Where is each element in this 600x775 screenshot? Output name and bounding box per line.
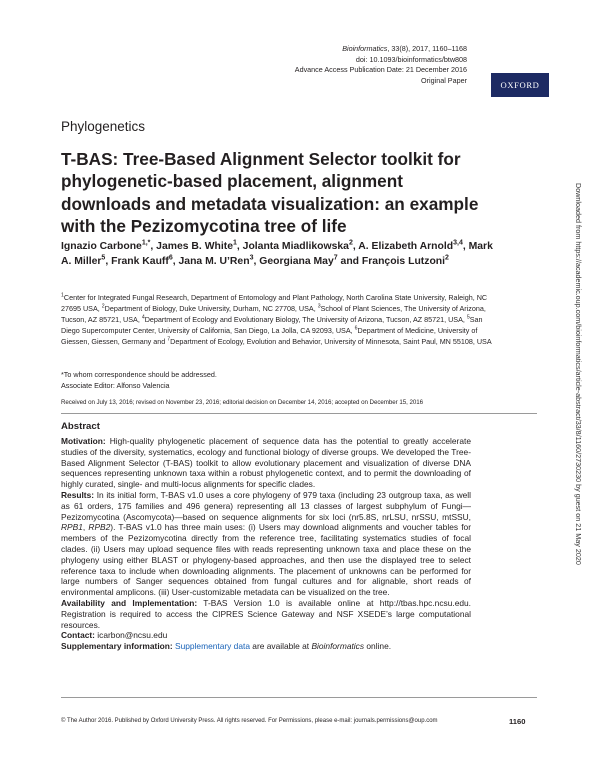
affiliation-number: 2: [101, 303, 105, 310]
abstract-results: [61, 490, 471, 598]
availability-text: T-BAS Version 1.0 is available online at http://tbas.hpc.ncsu.edu. Registration is required to access the CIPRES Science Gateway and NSF XSEDE’s large computational resources.: [61, 597, 471, 630]
author-separator: ,: [253, 256, 260, 268]
affiliation-text: School of Plant Sciences, The University of Arizona, Tucson, AZ 85721, USA,: [61, 304, 486, 325]
author-separator: and: [337, 256, 362, 268]
correspondence-note: *To whom correspondence should be addressed.: [61, 370, 217, 379]
author-name: Georgiana May: [259, 256, 334, 268]
affiliation-number: 5: [466, 314, 470, 321]
affiliation-number: 4: [141, 314, 145, 321]
motivation-text: High-quality phylogenetic placement of sequence data has the potential to greatly accelerate studies of the diversity, systematics, ecology and functional biology of diverse groups. We developed the Tree-Based Alignment Selector (T-BAS) toolkit to allow evolutionary placement and visualization of diverse DNA sequences representing unknown taxa within a robust phylogenetic context, and to permit the downloading of highly curated, single- and multi-locus alignments for specific clades.: [61, 436, 471, 490]
contact-label: Contact:: [61, 630, 95, 641]
affiliation-text: Department of Ecology and Evolutionary Biology, The University of Arizona, Tucson, AZ 85721, USA,: [144, 315, 467, 325]
author: [243, 241, 359, 252]
author: [362, 256, 449, 267]
doi[interactable]: doi: 10.1093/bioinformatics/btw808: [355, 54, 467, 64]
author-affiliation-mark: 3: [249, 254, 254, 262]
author-name: A. Elizabeth Arnold: [358, 241, 454, 252]
affiliations: [61, 292, 501, 347]
author-name: Jana M. U’Ren: [178, 256, 250, 268]
affiliation-text: Center for Integrated Fungal Research, Department of Entomology and Plant Pathology, North Carolina State University, Raleigh, NC 27695 USA,: [61, 293, 488, 314]
author-separator: ,: [352, 241, 359, 252]
author-separator: ,: [236, 241, 243, 252]
author-affiliation-mark: 3,4: [453, 239, 463, 247]
paper-type: Original Paper: [421, 75, 467, 85]
article-title: T-BAS: Tree-Based Alignment Selector toolkit for phylogenetic-based placement, alignment downloads and metadata visualization: an example with the Pezizomycotina tree of life: [61, 149, 479, 236]
contact-email[interactable]: icarbon@ncsu.edu: [94, 630, 168, 641]
author: [156, 241, 243, 252]
results-text-b: ). T-BAS v1.0 has three main uses: (i) Users may download alignments and voucher tables for members of the Pezizomycotina directly from the reference tree, facilitating systematics studies of focal clades. (ii) Users may upload sequence files with reads representing unknown taxa and place these on the phylogeny using either BLAST or phylogeny-based approaches, and then use the displayed tree to select reference taxa to include when downloading alignments. The placement of unknowns can be performed for large numbers of Sanger sequences obtained from fungal cultures and for alignable, short reads of environmental amplicons. (iii) User-customizable metadata can be visualized on the tree.: [61, 522, 471, 598]
results-label: Results:: [61, 489, 95, 500]
supplementary-mid: are available at: [249, 641, 312, 652]
divider-bottom: [61, 697, 537, 698]
author: [358, 241, 468, 252]
author-name: Frank Kauff: [111, 256, 169, 268]
availability-label: Availability and Implementation:: [61, 597, 198, 608]
affiliation-number: 3: [317, 303, 321, 310]
affiliation-text: Department of Biology, Duke University, Durham, NC 27708, USA,: [104, 304, 318, 314]
abstract-heading: Abstract: [61, 421, 100, 432]
author-name: Mark A. Miller: [61, 241, 493, 268]
affiliation-text: Department of Ecology, Evolution and Behavior, University of Minnesota, Saint Paul, MN 55108, USA: [170, 337, 492, 347]
author-affiliation-mark: 2: [445, 254, 449, 262]
author-name: Jolanta Miadlikowska: [242, 241, 349, 252]
author-name: Ignazio Carbone: [61, 241, 142, 252]
advance-access-date: Advance Access Publication Date: 21 December 2016: [294, 65, 467, 75]
journal-meta: [295, 44, 467, 86]
correspondence-block: [61, 370, 217, 392]
gene-rpb2: RPB2: [88, 522, 111, 533]
author-name: François Lutzoni: [361, 256, 446, 268]
supplementary-journal: Bioinformatics: [311, 641, 365, 652]
affiliation-text: San Diego Supercomputer Center, University of California, San Diego, La Jolla, CA 92093, USA,: [61, 315, 483, 336]
author-separator: ,: [172, 256, 179, 268]
section-label: Phylogenetics: [61, 119, 146, 134]
author-affiliation-mark: 1: [232, 239, 237, 247]
author-list: [61, 239, 501, 270]
author-affiliation-mark: 5: [101, 254, 106, 262]
results-comma: ,: [82, 522, 89, 533]
oxford-logo: OXFORD: [491, 73, 549, 97]
affiliation-number: 7: [167, 336, 171, 343]
results-text-a: In its initial form, T-BAS v1.0 uses a core phylogeny of 979 taxa (including 23 outgroup taxa, as well as 61 orders, 175 families and 496 genera) representing all 13 classes of largest subphylum of Fungi—Pezizomycotina (Ascomycota)—based on sequence alignments for six loci (nr5.8S, nrLSU, nrSSU, mtSSU,: [61, 489, 471, 522]
supplementary-data-link[interactable]: Supplementary data: [175, 641, 250, 652]
author: [179, 256, 260, 267]
affiliation-number: 1: [61, 292, 64, 299]
abstract-supplementary: [61, 641, 471, 652]
abstract-motivation: [61, 436, 471, 490]
citation-details: , 33(8), 2017, 1160–1168: [387, 44, 467, 53]
divider-top: [61, 413, 537, 414]
author-affiliation-mark: 2: [348, 239, 353, 247]
author-separator: ,: [462, 241, 469, 252]
author: [61, 241, 156, 252]
author-separator: ,: [150, 241, 157, 252]
affiliation-number: 6: [354, 325, 358, 332]
journal-name: Bioinformatics: [342, 44, 388, 53]
affiliation-text: Department of Medicine, University of Giessen, Giessen, Germany and: [61, 326, 478, 347]
abstract-body: [61, 436, 471, 652]
article-history: Received on July 13, 2016; revised on November 23, 2016; editorial decision on December 14, 2016; accepted on December 15, 2016: [61, 399, 424, 406]
author-affiliation-mark: 7: [333, 254, 338, 262]
author-affiliation-mark: 1,*: [141, 239, 151, 247]
abstract-availability: [61, 598, 471, 630]
gene-rpb1: RPB1: [61, 522, 83, 533]
copyright-footer: © The Author 2016. Published by Oxford University Press. All rights reserved. For Permissions, please e-mail: journals.permissions@oup.com: [61, 718, 438, 724]
author-affiliation-mark: 6: [168, 254, 173, 262]
supplementary-end: online.: [364, 641, 392, 652]
supplementary-label: Supplementary information:: [61, 641, 173, 652]
page-number: 1160: [509, 717, 526, 726]
author-name: James B. White: [156, 241, 233, 252]
motivation-label: Motivation:: [61, 436, 106, 446]
author-separator: ,: [105, 256, 112, 268]
associate-editor: Associate Editor: Alfonso Valencia: [61, 380, 170, 390]
author: [111, 256, 178, 267]
download-side-note: Downloaded from https://academic.oup.com/bioinformatics/article-abstract/33/8/1160/2730230 by guest on 21 May 2020: [574, 183, 583, 565]
author: [259, 256, 362, 267]
journal-citation: [295, 44, 467, 55]
abstract-contact: [61, 630, 471, 641]
